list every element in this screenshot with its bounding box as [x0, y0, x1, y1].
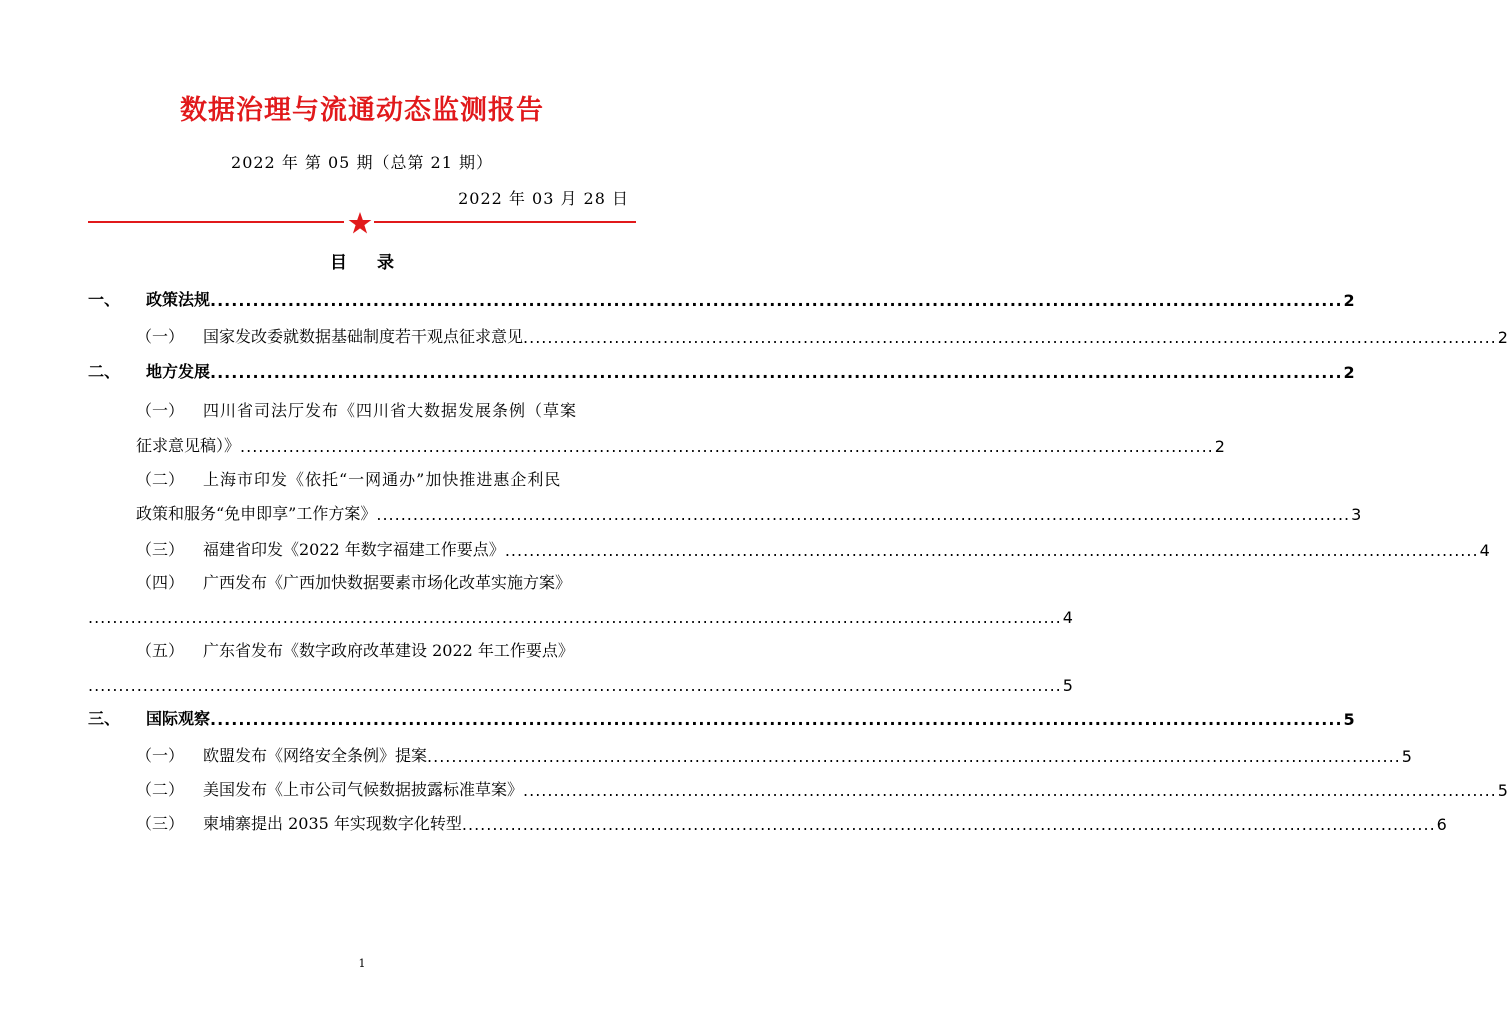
toc-item-continuation[interactable] — [136, 500, 1362, 524]
toc-item-label: 广东省发布《数字政府改革建设 2022 年工作要点》 — [203, 641, 574, 660]
toc-item[interactable] — [88, 569, 628, 593]
toc-leader-dots: ................................................................................................................................................................ — [210, 363, 1343, 382]
toc-item-number: （一） — [136, 746, 185, 765]
toc-item[interactable] — [88, 323, 1508, 347]
toc-item[interactable] — [88, 776, 1508, 800]
toc-page-number: 5 — [1062, 676, 1073, 695]
footer-page-number: 1 — [358, 957, 366, 970]
toc-section-international[interactable] — [88, 705, 1355, 729]
toc-item-number: （一） — [136, 327, 185, 346]
toc-item-label: 四川省司法厅发布《四川省大数据发展条例（草案 — [203, 401, 578, 420]
red-divider-left — [88, 221, 344, 223]
issue-date: 2022 年 03 月 28 日 — [458, 189, 629, 208]
toc-section-label: 地方发展 — [146, 362, 211, 381]
toc-item-number: （三） — [136, 814, 185, 833]
toc-section-number: 一、 — [88, 290, 121, 309]
toc-section-label: 政策法规 — [146, 290, 211, 309]
toc-item[interactable] — [88, 810, 1447, 834]
toc-page-number: 2 — [1497, 328, 1508, 347]
toc-item-label: 国家发改委就数据基础制度若干观点征求意见 — [203, 327, 524, 346]
toc-page-number: 5 — [1401, 747, 1412, 766]
toc-item-label: 政策和服务“免申即享”工作方案》 — [136, 504, 377, 523]
report-title: 数据治理与流通动态监测报告 — [180, 95, 544, 126]
toc-leader-dots: ................................................................................................................................................................ — [427, 747, 1401, 766]
toc-leader-dots: ................................................................................................................................................................ — [461, 815, 1436, 834]
toc-item-number: （二） — [136, 780, 185, 799]
issue-number: 2022 年 第 05 期（总第 21 期） — [231, 153, 493, 172]
toc-page-number: 5 — [1343, 710, 1355, 729]
toc-leader-dots: ................................................................................................................................................................ — [240, 437, 1214, 456]
toc-item-number: （四） — [136, 573, 185, 592]
toc-item-number: （二） — [136, 470, 185, 489]
toc-item-number: （五） — [136, 641, 185, 660]
toc-leader-dots: ................................................................................................................................................................ — [376, 505, 1351, 524]
toc-section-policy[interactable] — [88, 286, 1355, 310]
toc-page-number: 4 — [1062, 608, 1073, 627]
toc-heading: 目 录 — [330, 253, 406, 273]
toc-page-number: 6 — [1436, 815, 1447, 834]
red-divider-right — [374, 221, 636, 223]
toc-item[interactable] — [88, 742, 1412, 766]
toc-leader-dots: ................................................................................................................................................................ — [523, 781, 1497, 800]
toc-leader-dots: ................................................................................................................................................................ — [504, 541, 1479, 560]
toc-item-label: 征求意见稿）》 — [136, 436, 241, 455]
toc-leader-dots: ................................................................................................................................................................ — [210, 710, 1343, 729]
toc-section-label: 国际观察 — [146, 709, 211, 728]
toc-section-number: 三、 — [88, 709, 121, 728]
toc-item-continuation[interactable] — [88, 603, 1073, 627]
toc-item-continuation[interactable] — [136, 432, 1225, 456]
toc-page-number: 2 — [1214, 437, 1225, 456]
toc-item[interactable] — [88, 637, 628, 661]
toc-item-number: （三） — [136, 540, 185, 559]
toc-section-local[interactable] — [88, 358, 1355, 382]
toc-section-number: 二、 — [88, 362, 121, 381]
toc-item-label: 美国发布《上市公司气候数据披露标准草案》 — [203, 780, 524, 799]
toc-item-label: 上海市印发《依托“一网通办”加快推进惠企利民 — [203, 470, 562, 489]
toc-item-continuation[interactable] — [88, 671, 1073, 695]
toc-page-number: 4 — [1479, 541, 1490, 560]
toc-leader-dots: ................................................................................................................................................................ — [88, 608, 1062, 627]
toc-leader-dots: ................................................................................................................................................................ — [210, 291, 1343, 310]
toc-page-number: 2 — [1343, 291, 1355, 310]
toc-leader-dots: ................................................................................................................................................................ — [88, 676, 1062, 695]
toc-item[interactable] — [88, 466, 628, 490]
toc-page-number: 3 — [1351, 505, 1362, 524]
toc-item[interactable] — [88, 536, 1490, 560]
toc-item-label: 广西发布《广西加快数据要素市场化改革实施方案》 — [203, 573, 572, 592]
toc-item-label: 福建省印发《2022 年数字福建工作要点》 — [203, 540, 505, 559]
toc-page-number: 2 — [1343, 363, 1355, 382]
toc-item-number: （一） — [136, 401, 185, 420]
toc-page-number: 5 — [1497, 781, 1508, 800]
toc-item-label: 欧盟发布《网络安全条例》提案 — [203, 746, 428, 765]
toc-leader-dots: ................................................................................................................................................................ — [523, 328, 1497, 347]
toc-item[interactable] — [88, 397, 628, 421]
star-icon — [348, 212, 372, 234]
toc-item-label: 柬埔寨提出 2035 年实现数字化转型 — [203, 814, 462, 833]
